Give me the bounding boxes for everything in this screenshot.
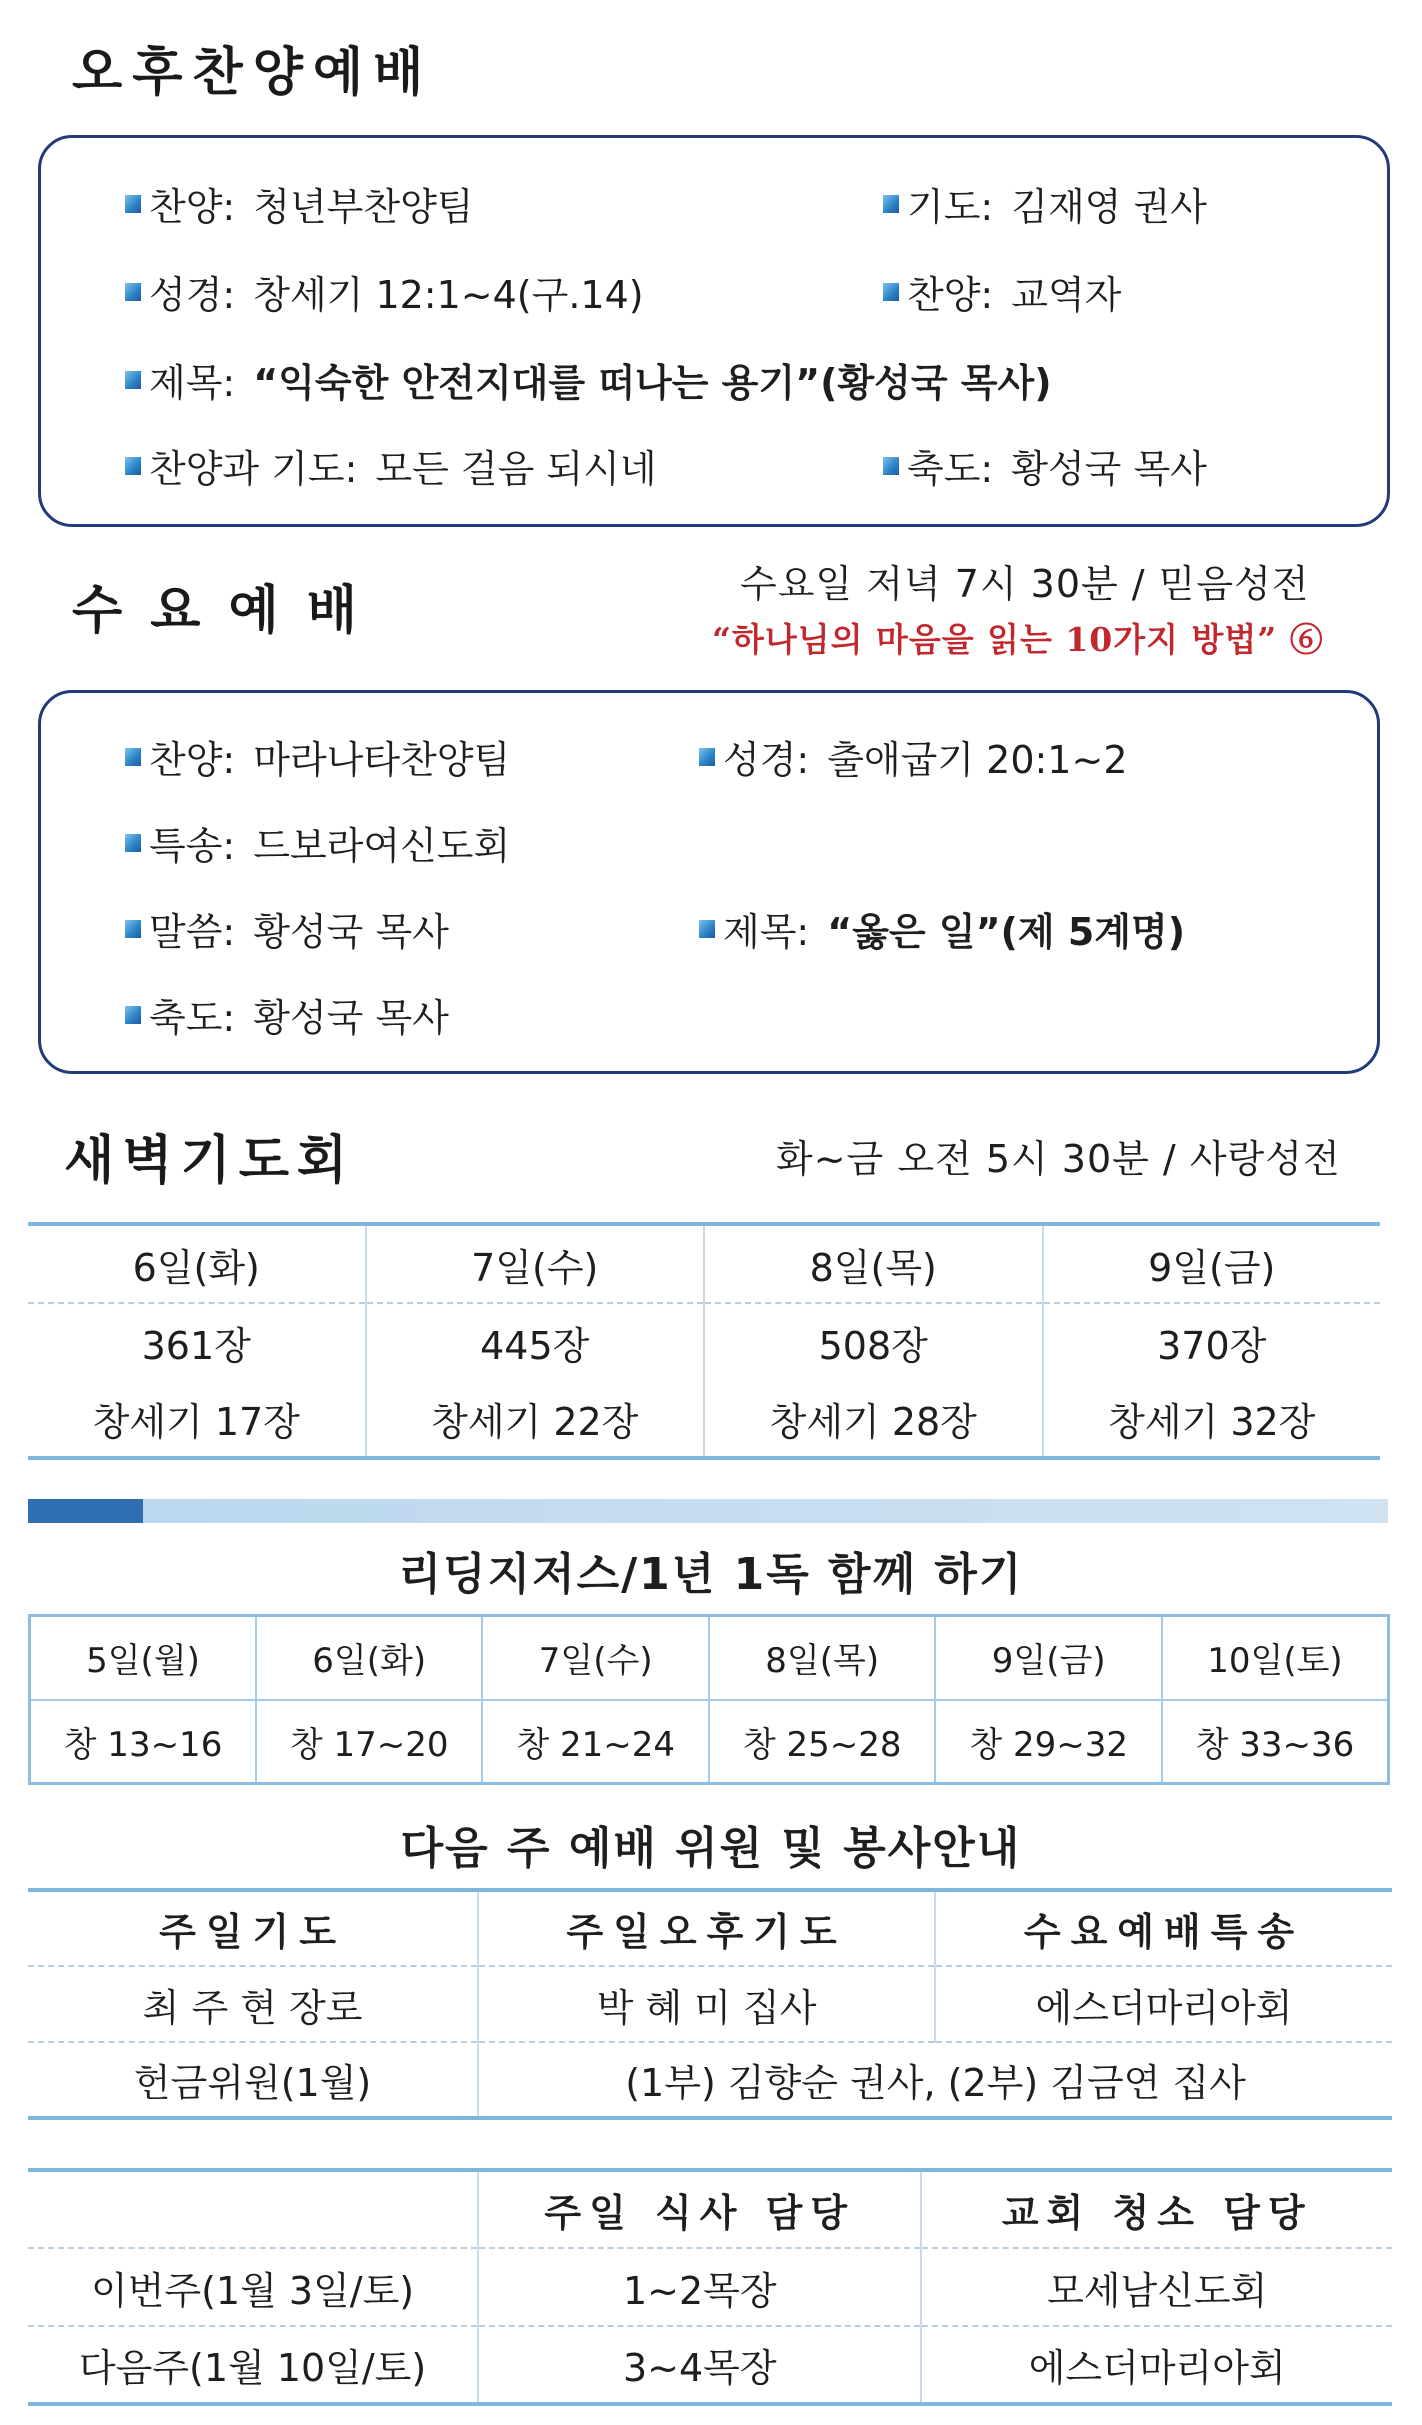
offering-value: (1부) 김향순 권사, (2부) 김금연 집사: [625, 2061, 1246, 2105]
dawn-time-place: 화~금 오전 5시 30분 / 사랑성전: [776, 1137, 1341, 1181]
duty-header: 주일 식사 담당: [478, 2170, 921, 2248]
dawn-reading: 창세기 17장: [92, 1399, 300, 1444]
staff-table: [28, 1888, 1392, 2120]
bullet-icon: [883, 457, 899, 475]
duty-meal: 3~4목장: [478, 2326, 921, 2404]
bullet-icon: [125, 1006, 141, 1024]
wednesday-service-box: [38, 690, 1380, 1074]
staff-header: 주일오후기도: [478, 1890, 935, 1966]
afternoon-service-box: [38, 135, 1390, 527]
dawn-column: [1044, 1226, 1381, 1456]
dawn-day: 8일(목): [705, 1226, 1042, 1304]
dawn-hymn: 445장: [480, 1323, 590, 1368]
dawn-column: [367, 1226, 706, 1456]
staff-cell: 최 주 현 장로: [28, 1966, 478, 2042]
afternoon-prayer: 기도 : 김재영 권사: [883, 176, 1207, 231]
duty-header-blank: [28, 2170, 478, 2248]
offering-label: 헌금위원(1월): [28, 2042, 478, 2118]
reading-day: 8일(목): [709, 1616, 935, 1700]
dawn-day: 6일(화): [28, 1226, 365, 1304]
afternoon-sermon-title: 제목 : “익숙한 안전지대를 떠나는 용기”(황성국 목사): [125, 352, 1052, 407]
reading-range: 창 33~36: [1162, 1700, 1389, 1784]
bullet-icon: [125, 920, 141, 938]
wednesday-special-song: 특송 : 드보라여신도회: [125, 815, 510, 870]
duty-cleaning: 에스더마리아회: [1028, 2346, 1286, 2390]
table-row: [28, 2170, 1392, 2248]
duty-header: 교회 청소 담당: [921, 2170, 1392, 2248]
reading-day: 6일(화): [256, 1616, 482, 1700]
table-row: [30, 1700, 1389, 1784]
bullet-icon: [125, 371, 141, 389]
staff-title: 다음 주 예배 위원 및 봉사안내: [400, 1823, 1022, 1874]
dawn-hymn: 370장: [1157, 1323, 1267, 1368]
wednesday-sermon: 말씀 : 황성국 목사: [125, 901, 449, 956]
dawn-column: [705, 1226, 1044, 1456]
reading-day: 9일(금): [935, 1616, 1161, 1700]
bullet-icon: [125, 748, 141, 766]
reading-day: 7일(수): [482, 1616, 708, 1700]
reading-day: 5일(월): [30, 1616, 256, 1700]
dawn-prayer-title: 새벽기도회: [64, 1131, 356, 1191]
bullet-icon: [699, 920, 715, 938]
afternoon-praise-2: 찬양 : 교역자: [883, 264, 1121, 319]
staff-cell: 에스더마리아회: [935, 1966, 1392, 2042]
reading-plan-table: [28, 1614, 1390, 1785]
dawn-prayer-table: [28, 1222, 1380, 1460]
section-divider-accent: [28, 1499, 143, 1523]
bullet-icon: [699, 748, 715, 766]
wednesday-benediction: 축도 : 황성국 목사: [125, 987, 449, 1042]
dawn-day: 7일(수): [367, 1226, 704, 1304]
bullet-icon: [125, 834, 141, 852]
table-row: [30, 1616, 1389, 1700]
staff-header: 주일기도: [28, 1890, 478, 1966]
table-row: [28, 2326, 1392, 2404]
wednesday-time-place: 수요일 저녁 7시 30분 / 믿음성전: [740, 562, 1310, 606]
dawn-reading: 창세기 28장: [769, 1399, 977, 1444]
bullet-icon: [883, 195, 899, 213]
reading-range: 창 25~28: [709, 1700, 935, 1784]
dawn-reading: 창세기 22장: [431, 1399, 639, 1444]
bullet-icon: [883, 283, 899, 301]
bullet-icon: [125, 195, 141, 213]
section-divider: [28, 1499, 1388, 1523]
table-row: [28, 2042, 1392, 2118]
bullet-icon: [125, 283, 141, 301]
afternoon-benediction: 축도 : 황성국 목사: [883, 438, 1207, 493]
reading-range: 창 17~20: [256, 1700, 482, 1784]
reading-range: 창 29~32: [935, 1700, 1161, 1784]
table-row: [28, 1966, 1392, 2042]
wednesday-praise: 찬양 : 마라나타찬양팀: [125, 729, 510, 784]
table-row: [28, 2248, 1392, 2326]
staff-cell: 박 혜 미 집사: [478, 1966, 935, 2042]
wednesday-scripture: 성경 : 출애굽기 20:1~2: [699, 729, 1128, 784]
afternoon-service-title: 오후찬양예배: [72, 43, 434, 103]
reading-range: 창 13~16: [30, 1700, 256, 1784]
dawn-day: 9일(금): [1044, 1226, 1381, 1304]
dawn-hymn: 361장: [141, 1323, 251, 1368]
afternoon-scripture: 성경 : 창세기 12:1~4(구.14): [125, 264, 644, 319]
staff-header: 수요예배특송: [935, 1890, 1392, 1966]
dawn-reading: 창세기 32장: [1108, 1399, 1316, 1444]
duty-week: 다음주(1월 10일/토): [28, 2326, 478, 2404]
dawn-column: [28, 1226, 367, 1456]
bullet-icon: [125, 457, 141, 475]
dawn-hymn: 508장: [818, 1323, 928, 1368]
wednesday-sermon-title: 제목 : “옳은 일”(제 5계명): [699, 901, 1185, 956]
duty-meal: 1~2목장: [478, 2248, 921, 2326]
duty-table: [28, 2168, 1392, 2406]
wednesday-series-title: “하나님의 마음을 읽는 10가지 방법” ⑥: [712, 620, 1324, 659]
afternoon-praise: 찬양 : 청년부찬양팀: [125, 176, 473, 231]
reading-plan-title: 리딩지저스/1년 1독 함께 하기: [398, 1549, 1024, 1600]
wednesday-service-title: 수요예배: [72, 581, 385, 641]
reading-range: 창 21~24: [482, 1700, 708, 1784]
reading-day: 10일(토): [1162, 1616, 1389, 1700]
afternoon-praise-prayer: 찬양과 기도 : 모든 걸음 되시네: [125, 438, 657, 493]
table-row: [28, 1890, 1392, 1966]
duty-cleaning: 모세남신도회: [921, 2248, 1392, 2326]
duty-week: 이번주(1월 3일/토): [28, 2248, 478, 2326]
